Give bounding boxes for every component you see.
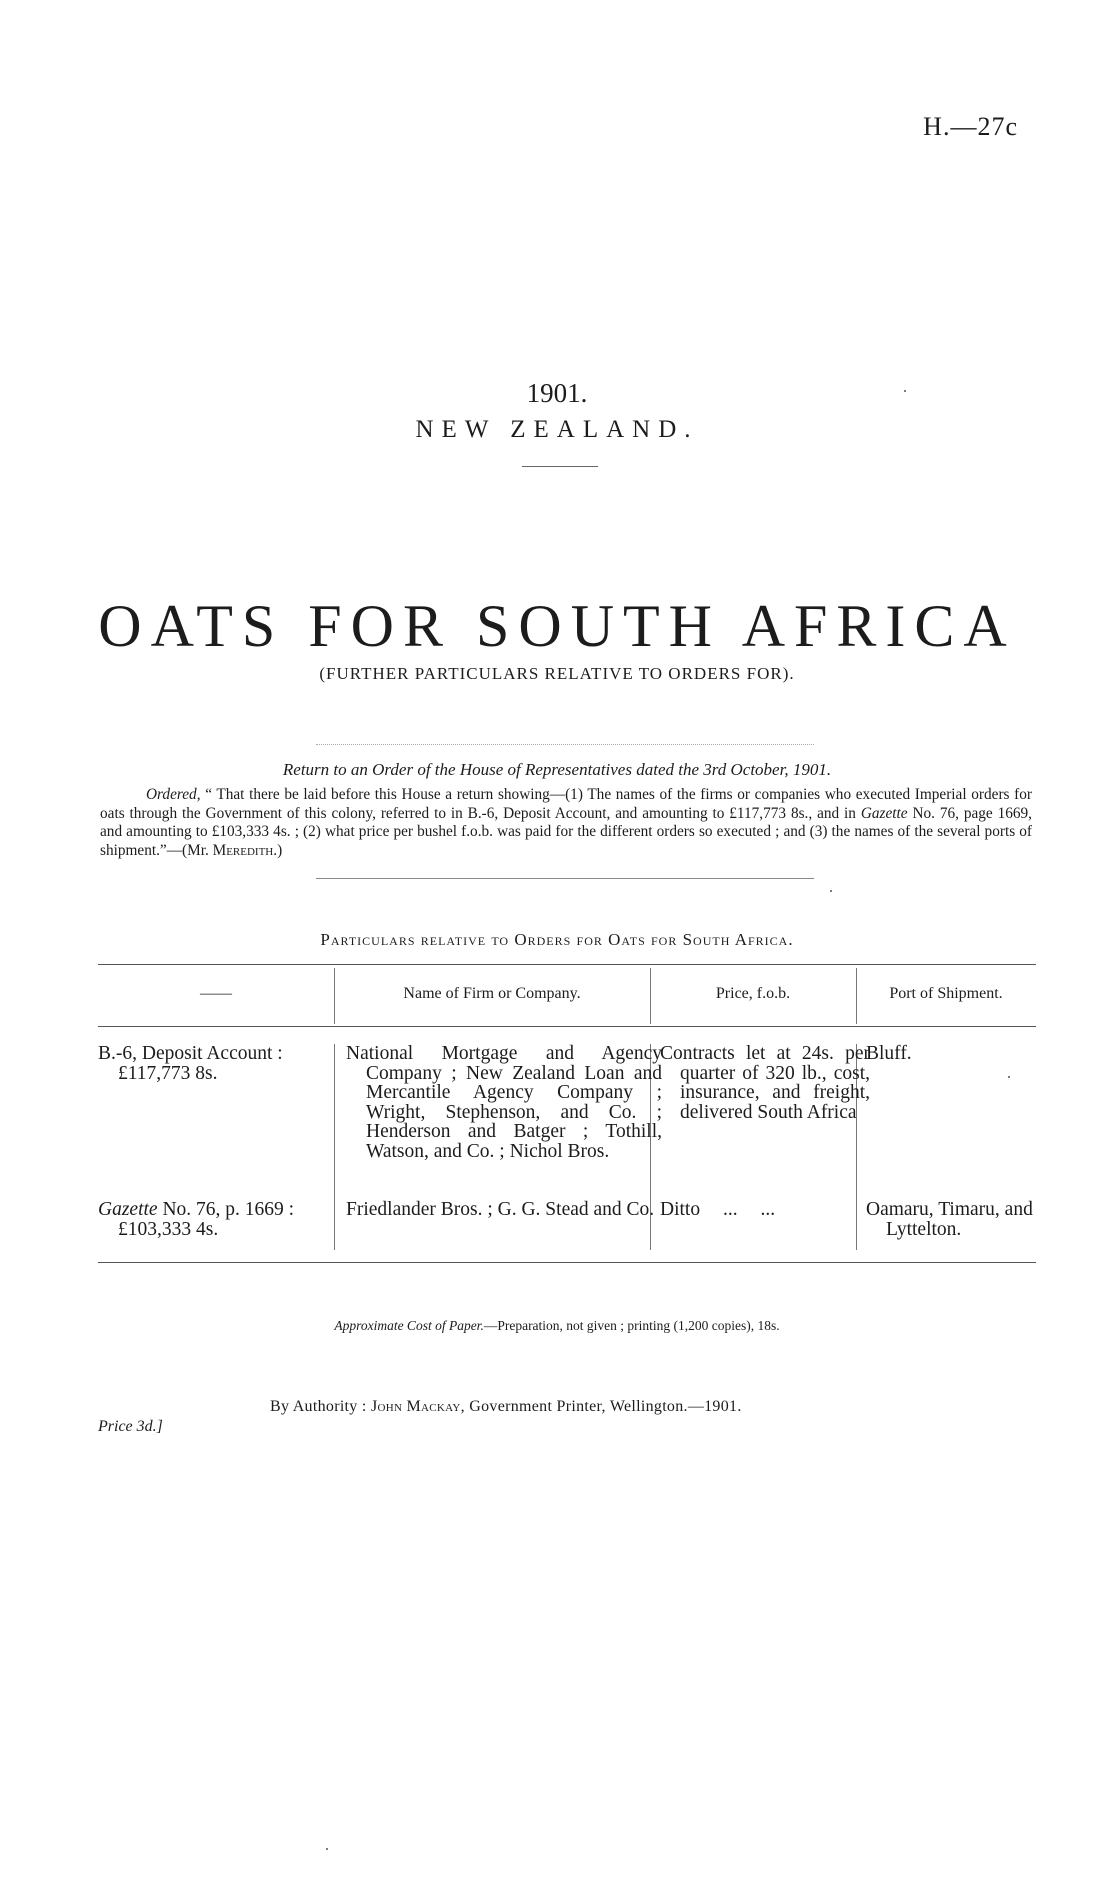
table-top-rule (98, 964, 1036, 965)
printer-name: John Mackay (370, 1398, 461, 1415)
divider-rule-dotted (316, 744, 814, 745)
account-label: Gazette No. 76, p. 1669 : (98, 1199, 295, 1220)
country-heading: NEW ZEALAND. (415, 416, 699, 443)
cost-label: Approximate Cost of Paper. (334, 1318, 484, 1333)
table-row-port: Oamaru, Timaru, and Lyttelton. (866, 1199, 1033, 1240)
scan-speck (1008, 1076, 1010, 1078)
price-label: Price 3d.] (98, 1418, 163, 1435)
document-reference: H.—27c (923, 112, 1018, 141)
table-caption: Particulars relative to Orders for Oats for South Africa. (320, 930, 794, 949)
table-row-price: Contracts let at 24s. per quarter of 320 lb., cost, insurance, and freight, delivered South Africa (660, 1043, 870, 1123)
column-separator (334, 1044, 335, 1250)
main-title: OATS FOR SOUTH AFRICA (98, 593, 1016, 659)
cost-note (0, 1318, 1114, 1334)
column-header-blank: —— (200, 985, 232, 1002)
column-header-firm: Name of Firm or Company. (403, 985, 581, 1002)
account-label: B.-6, Deposit Account : (98, 1043, 283, 1064)
column-header-port: Port of Shipment. (889, 985, 1003, 1002)
ordered-text-part2: No. 76, page 1669, and amounting to £103,333 4s. ; (2) what price per bushel f.o.b. was paid for the different orders so executed ; and (3) the names of the several ports of shipment.”—(Mr. (100, 804, 1032, 859)
ordered-paragraph (100, 786, 1032, 860)
scan-speck (904, 390, 906, 392)
ordered-text-part3: .) (273, 841, 283, 859)
account-amount: £103,333 4s. (118, 1218, 219, 1240)
divider-rule (522, 466, 598, 467)
printer-authority: By Authority : John Mackay, Government Printer, Wellington.—1901. (270, 1398, 742, 1415)
divider-rule (316, 878, 814, 879)
table-row-firms: National Mortgage and Agency Company ; New Zealand Loan and Mercantile Agency Company ; Wright, Stephenson, and Co. ; Henderson and Batger ; Tothill, Watson, and Co. ; Nichol Bros. (346, 1043, 662, 1162)
scan-speck (830, 890, 832, 892)
return-order-line: Return to an Order of the House of Representatives dated the 3rd October, 1901. (282, 760, 832, 779)
table-row-price: Ditto ... ... (660, 1199, 776, 1220)
gazette-word: Gazette (98, 1199, 158, 1220)
account-amount: £117,773 8s. (118, 1062, 218, 1084)
ordered-text-part1: “ That there be laid before this House a return showing—(1) The names of the firms or companies who executed Imperial orders for oats through the Government of this colony, referred to in B.-6, Deposit Account, and amounting to £117,773 8s., and in (100, 786, 1032, 822)
document-year: 1901. (526, 378, 588, 408)
table-row-account (98, 1200, 330, 1239)
table-row-firms: Friedlander Bros. ; G. G. Stead and Co. (346, 1199, 655, 1220)
ordered-label: Ordered, (146, 786, 201, 803)
member-name: Meredith (212, 841, 274, 859)
column-header-price: Price, f.o.b. (715, 985, 791, 1002)
table-header-rule (98, 1026, 1036, 1027)
table-row-account (98, 1044, 330, 1083)
scan-speck (326, 1848, 328, 1850)
cost-text: —Preparation, not given ; printing (1,200 copies), 18s. (483, 1318, 780, 1333)
sub-title: (FURTHER PARTICULARS RELATIVE TO ORDERS FOR). (319, 664, 795, 683)
table-bottom-rule (98, 1262, 1036, 1263)
table-row-port: Bluff. (866, 1043, 912, 1064)
gazette-word: Gazette (860, 804, 908, 822)
